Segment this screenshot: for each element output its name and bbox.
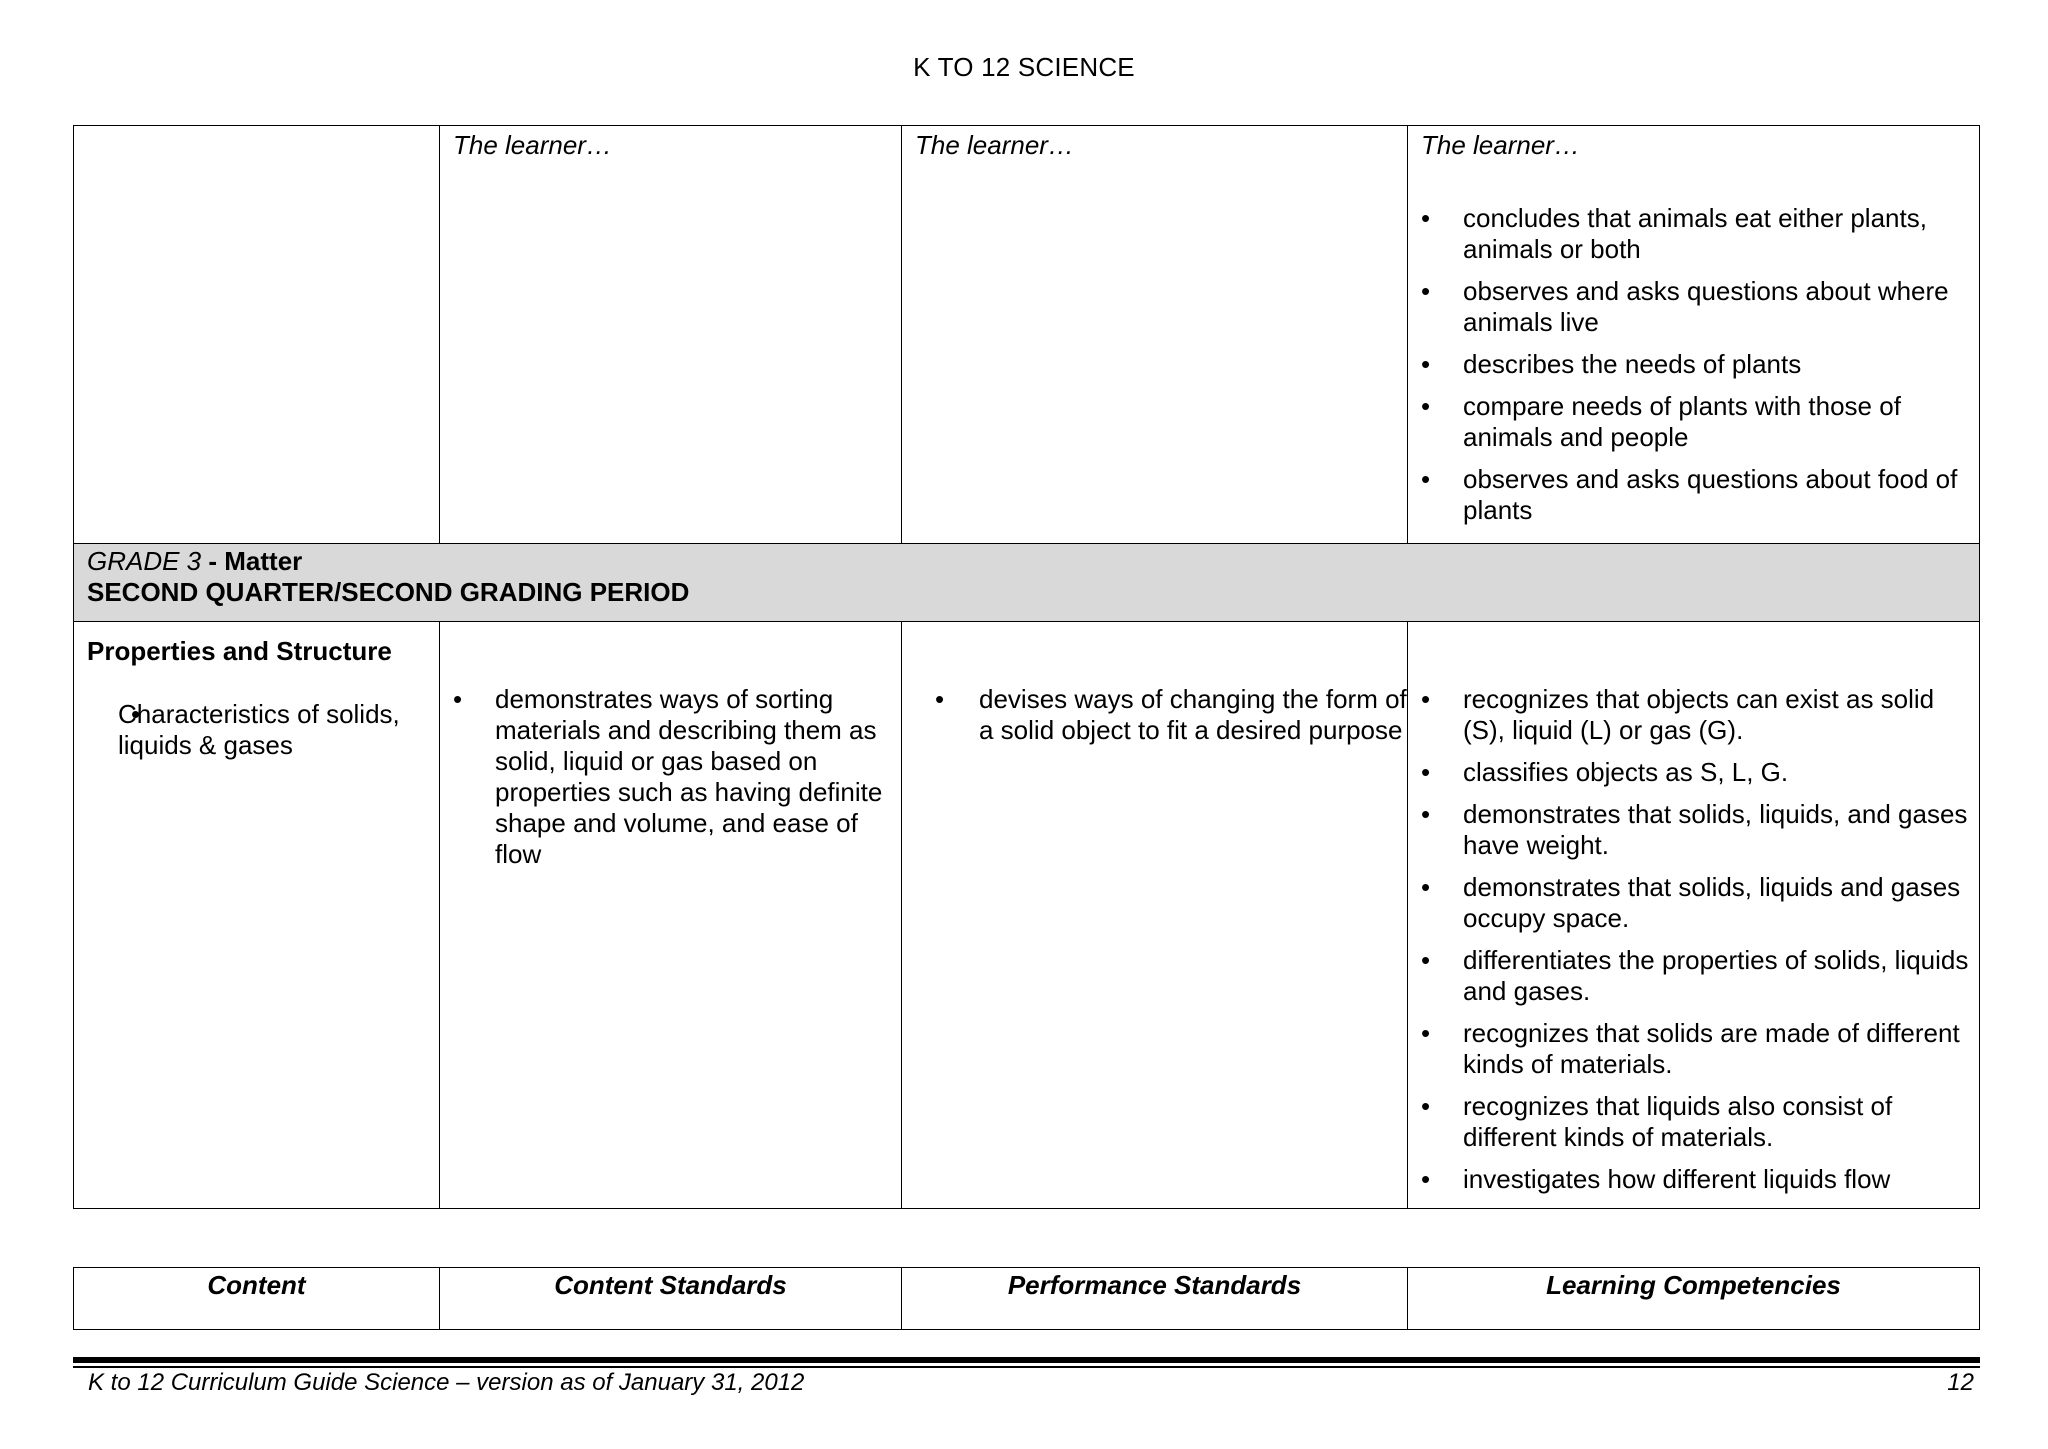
section-header-row: [74, 544, 1980, 622]
learner-intro: The learner…: [453, 130, 612, 160]
column-header-content: Content: [74, 1268, 440, 1330]
list-item: • concludes that animals eat either plants, animals or both: [1408, 203, 1979, 265]
footer-divider-thin: [73, 1366, 1980, 1368]
list-item: • recognizes that liquids also consist of different kinds of materials.: [1408, 1091, 1979, 1153]
content-cell: [74, 126, 440, 544]
list-item: • observes and asks questions about food of plants: [1408, 464, 1979, 526]
list-item: • classifies objects as S, L, G.: [1408, 757, 1979, 788]
list-item: • demonstrates ways of sorting materials and describing them as solid, liquid or gas based on properties such as having definite shape and volume, and ease of flow: [440, 684, 901, 870]
list-item: • investigates how different liquids flow: [1408, 1164, 1979, 1195]
learning-competencies-cell: [1408, 126, 1980, 544]
table-row: [74, 622, 1980, 1209]
list-item: • recognizes that solids are made of different kinds of materials.: [1408, 1018, 1979, 1080]
list-item: • differentiates the properties of solids, liquids and gases.: [1408, 945, 1979, 1007]
content-cell: [74, 622, 440, 1209]
list-item: • describes the needs of plants: [1408, 349, 1979, 380]
competency-list: [1408, 684, 1979, 1195]
list-item: • observes and asks questions about where animals live: [1408, 276, 1979, 338]
footer-text: K to 12 Curriculum Guide Science – version as of January 31, 2012: [88, 1369, 805, 1396]
list-item: • demonstrates that solids, liquids, and gases have weight.: [1408, 799, 1979, 861]
learning-competencies-cell: [1408, 622, 1980, 1209]
column-header-performance-standards: Performance Standards: [902, 1268, 1408, 1330]
content-standards-cell: [440, 126, 902, 544]
grading-period: SECOND QUARTER/SECOND GRADING PERIOD: [87, 577, 690, 607]
list-item: • compare needs of plants with those of animals and people: [1408, 391, 1979, 453]
content-list: [74, 699, 439, 761]
content-standards-cell: [440, 622, 902, 1209]
table-row: [74, 126, 1980, 544]
grade-separator: -: [201, 546, 225, 576]
column-header-learning-competencies: Learning Competencies: [1408, 1268, 1980, 1330]
footer-divider: [73, 1357, 1980, 1363]
column-header-content-standards: Content Standards: [440, 1268, 902, 1330]
curriculum-table: [73, 125, 1980, 1209]
competency-list: [1408, 203, 1979, 526]
content-title: Properties and Structure: [87, 636, 392, 666]
list-item: • Characteristics of solids, liquids & gases: [118, 699, 439, 761]
content-standards-list: [440, 684, 901, 870]
performance-standards-cell: [902, 126, 1408, 544]
grade-label: GRADE 3: [87, 546, 202, 576]
page-header: K TO 12 SCIENCE: [913, 52, 1135, 82]
list-item: • recognizes that objects can exist as solid (S), liquid (L) or gas (G).: [1408, 684, 1979, 746]
learner-intro: The learner…: [1421, 130, 1580, 160]
learner-intro: The learner…: [915, 130, 1074, 160]
page-number: 12: [1947, 1369, 1974, 1396]
column-header-table: [73, 1267, 1980, 1330]
table-header-row: [74, 1268, 1980, 1330]
performance-standards-cell: [902, 622, 1408, 1209]
section-header: [74, 544, 1980, 622]
list-item: • devises ways of changing the form of a solid object to fit a desired purpose: [902, 684, 1407, 746]
topic-label: Matter: [224, 546, 303, 576]
list-item: • demonstrates that solids, liquids and gases occupy space.: [1408, 872, 1979, 934]
performance-standards-list: [902, 684, 1407, 746]
